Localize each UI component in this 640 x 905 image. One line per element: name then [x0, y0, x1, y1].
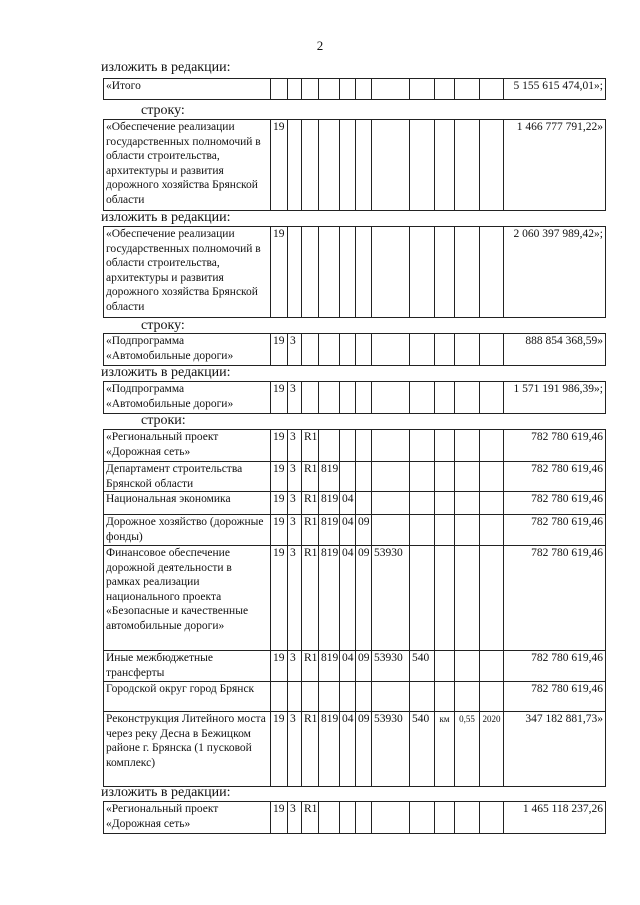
amount-cell: 782 780 619,46	[504, 492, 606, 515]
code-cell	[372, 382, 410, 414]
row-name: «Региональный проект «Дорожная сеть»	[104, 430, 271, 462]
code-cell	[302, 382, 319, 414]
section-table	[103, 333, 606, 366]
section-table	[103, 78, 606, 100]
code-cell: 2020	[480, 712, 504, 787]
amount-cell: 888 854 368,59»	[504, 334, 606, 366]
code-cell	[302, 334, 319, 366]
code-cell	[435, 120, 455, 211]
code-cell: 540	[410, 712, 435, 787]
table-row	[104, 802, 606, 834]
code-cell	[271, 79, 288, 100]
code-cell: 04	[340, 712, 356, 787]
code-cell: 19	[271, 515, 288, 546]
row-name: Национальная экономика	[104, 492, 271, 515]
code-cell: R1	[302, 802, 319, 834]
code-cell: R1	[302, 712, 319, 787]
code-cell	[356, 79, 372, 100]
code-cell: 540	[410, 651, 435, 682]
table-row	[104, 712, 606, 787]
code-cell	[480, 382, 504, 414]
section-heading: изложить в редакции:	[101, 785, 231, 800]
code-cell: R1	[302, 492, 319, 515]
code-cell	[435, 79, 455, 100]
code-cell	[319, 79, 340, 100]
code-cell	[319, 227, 340, 318]
code-cell	[455, 651, 480, 682]
code-cell: 19	[271, 802, 288, 834]
section-table	[103, 119, 606, 211]
code-cell	[410, 546, 435, 651]
code-cell: 19	[271, 546, 288, 651]
code-cell	[288, 227, 302, 318]
section-heading: изложить в редакции:	[101, 365, 231, 380]
code-cell	[435, 334, 455, 366]
code-cell: 19	[271, 462, 288, 492]
code-cell	[302, 120, 319, 211]
code-cell	[435, 515, 455, 546]
code-cell	[435, 492, 455, 515]
code-cell	[410, 682, 435, 712]
code-cell	[340, 334, 356, 366]
code-cell	[435, 462, 455, 492]
code-cell: 04	[340, 546, 356, 651]
code-cell	[435, 382, 455, 414]
code-cell: 09	[356, 515, 372, 546]
code-cell	[480, 682, 504, 712]
row-name: «Региональный проект «Дорожная сеть»	[104, 802, 271, 834]
code-cell: 3	[288, 462, 302, 492]
code-cell	[372, 430, 410, 462]
code-cell	[455, 79, 480, 100]
code-cell	[480, 334, 504, 366]
code-cell	[455, 515, 480, 546]
code-cell: 53930	[372, 651, 410, 682]
row-name: Финансовое обеспечение дорожной деятельности в рамках реализации национального проекта «Безопасные и качественные автомобильные дороги»	[104, 546, 271, 651]
code-cell: 19	[271, 712, 288, 787]
table-row	[104, 382, 606, 414]
amount-cell: 782 780 619,46	[504, 462, 606, 492]
table-row	[104, 682, 606, 712]
code-cell	[455, 382, 480, 414]
row-name: Иные межбюджетные трансферты	[104, 651, 271, 682]
code-cell	[435, 430, 455, 462]
code-cell: 53930	[372, 712, 410, 787]
section-heading: строку:	[141, 103, 185, 118]
code-cell: 3	[288, 712, 302, 787]
code-cell	[372, 492, 410, 515]
table-row	[104, 651, 606, 682]
amount-cell: 1 571 191 986,39»;	[504, 382, 606, 414]
code-cell	[340, 120, 356, 211]
code-cell: 09	[356, 546, 372, 651]
section-table	[103, 801, 606, 834]
code-cell	[372, 802, 410, 834]
code-cell	[319, 682, 340, 712]
code-cell: 04	[340, 492, 356, 515]
code-cell: 3	[288, 430, 302, 462]
amount-cell: 782 780 619,46	[504, 546, 606, 651]
code-cell	[435, 651, 455, 682]
amount-cell: 782 780 619,46	[504, 651, 606, 682]
code-cell	[480, 651, 504, 682]
code-cell: 3	[288, 515, 302, 546]
code-cell	[340, 227, 356, 318]
code-cell	[455, 430, 480, 462]
amount-cell: 1 465 118 237,26	[504, 802, 606, 834]
section-table	[103, 429, 606, 787]
code-cell	[356, 682, 372, 712]
code-cell	[372, 462, 410, 492]
code-cell: 19	[271, 492, 288, 515]
code-cell	[372, 79, 410, 100]
code-cell	[302, 682, 319, 712]
code-cell	[319, 334, 340, 366]
section-heading: строку:	[141, 318, 185, 333]
code-cell	[410, 79, 435, 100]
code-cell	[356, 120, 372, 211]
code-cell	[435, 682, 455, 712]
section-heading: изложить в редакции:	[101, 60, 231, 75]
amount-cell: 347 182 881,73»	[504, 712, 606, 787]
code-cell	[356, 492, 372, 515]
code-cell	[410, 334, 435, 366]
code-cell	[410, 382, 435, 414]
table-row	[104, 546, 606, 651]
code-cell	[455, 334, 480, 366]
row-name: Дорожное хозяйство (дорожные фонды)	[104, 515, 271, 546]
code-cell: 53930	[372, 546, 410, 651]
code-cell	[480, 79, 504, 100]
row-name: «Обеспечение реализации государственных полномочий в области строительства, архитектуры и развития дорожного хозяйства Брянской области	[104, 227, 271, 318]
code-cell	[435, 227, 455, 318]
code-cell	[356, 802, 372, 834]
code-cell	[435, 802, 455, 834]
code-cell	[340, 79, 356, 100]
code-cell	[302, 79, 319, 100]
code-cell: 19	[271, 430, 288, 462]
row-name: «Подпрограмма «Автомобильные дороги»	[104, 382, 271, 414]
code-cell	[410, 515, 435, 546]
section-heading: строки:	[141, 413, 186, 428]
code-cell	[480, 120, 504, 211]
code-cell	[480, 430, 504, 462]
code-cell: R1	[302, 515, 319, 546]
section-table	[103, 226, 606, 318]
code-cell: 09	[356, 651, 372, 682]
code-cell: 3	[288, 651, 302, 682]
page-number: 2	[316, 38, 324, 53]
code-cell: 19	[271, 334, 288, 366]
code-cell: 04	[340, 651, 356, 682]
code-cell	[410, 120, 435, 211]
code-cell: 3	[288, 802, 302, 834]
code-cell	[356, 382, 372, 414]
row-name: Департамент строительства Брянской области	[104, 462, 271, 492]
code-cell: 3	[288, 546, 302, 651]
code-cell: 04	[340, 515, 356, 546]
code-cell	[340, 682, 356, 712]
code-cell	[480, 227, 504, 318]
table-row	[104, 515, 606, 546]
table-row	[104, 227, 606, 318]
code-cell	[340, 430, 356, 462]
code-cell	[319, 382, 340, 414]
code-cell	[410, 802, 435, 834]
code-cell: 3	[288, 382, 302, 414]
code-cell	[410, 430, 435, 462]
section-table	[103, 381, 606, 414]
code-cell	[480, 462, 504, 492]
code-cell: 3	[288, 334, 302, 366]
code-cell: 19	[271, 651, 288, 682]
code-cell	[356, 462, 372, 492]
code-cell	[288, 79, 302, 100]
code-cell	[455, 492, 480, 515]
code-cell	[480, 492, 504, 515]
code-cell: R1	[302, 430, 319, 462]
code-cell	[410, 462, 435, 492]
amount-cell: 1 466 777 791,22»	[504, 120, 606, 211]
code-cell	[455, 227, 480, 318]
code-cell	[356, 430, 372, 462]
amount-cell: 782 780 619,46	[504, 682, 606, 712]
code-cell	[288, 120, 302, 211]
code-cell	[340, 462, 356, 492]
code-cell: 819	[319, 515, 340, 546]
row-name: Городской округ город Брянск	[104, 682, 271, 712]
code-cell: 09	[356, 712, 372, 787]
code-cell	[372, 682, 410, 712]
code-cell: 3	[288, 492, 302, 515]
code-cell	[435, 546, 455, 651]
code-cell	[302, 227, 319, 318]
row-name: «Обеспечение реализации государственных полномочий в области строительства, архитектуры и развития дорожного хозяйства Брянской области	[104, 120, 271, 211]
table-row	[104, 462, 606, 492]
code-cell	[455, 802, 480, 834]
code-cell	[372, 515, 410, 546]
code-cell: 819	[319, 712, 340, 787]
code-cell: км	[435, 712, 455, 787]
code-cell	[372, 227, 410, 318]
table-row	[104, 79, 606, 100]
code-cell	[356, 334, 372, 366]
code-cell	[410, 492, 435, 515]
section-heading: изложить в редакции:	[101, 210, 231, 225]
code-cell	[410, 227, 435, 318]
code-cell: R1	[302, 462, 319, 492]
code-cell	[455, 682, 480, 712]
code-cell	[480, 802, 504, 834]
amount-cell: 782 780 619,46	[504, 430, 606, 462]
code-cell	[455, 120, 480, 211]
code-cell: R1	[302, 651, 319, 682]
code-cell	[319, 120, 340, 211]
code-cell	[288, 682, 302, 712]
code-cell: 0,55	[455, 712, 480, 787]
row-name: Реконструкция Литейного моста через реку Десна в Бежицком районе г. Брянска (1 пусковой комплекс)	[104, 712, 271, 787]
code-cell: R1	[302, 546, 319, 651]
table-row	[104, 430, 606, 462]
table-row	[104, 492, 606, 515]
code-cell	[455, 462, 480, 492]
code-cell	[372, 334, 410, 366]
row-name: «Итого	[104, 79, 271, 100]
code-cell	[319, 802, 340, 834]
code-cell: 19	[271, 120, 288, 211]
code-cell	[356, 227, 372, 318]
code-cell: 819	[319, 651, 340, 682]
row-name: «Подпрограмма «Автомобильные дороги»	[104, 334, 271, 366]
code-cell: 819	[319, 462, 340, 492]
code-cell: 19	[271, 382, 288, 414]
table-row	[104, 334, 606, 366]
amount-cell: 5 155 615 474,01»;	[504, 79, 606, 100]
code-cell	[455, 546, 480, 651]
amount-cell: 2 060 397 989,42»;	[504, 227, 606, 318]
code-cell	[480, 515, 504, 546]
code-cell	[372, 120, 410, 211]
table-row	[104, 120, 606, 211]
code-cell: 19	[271, 227, 288, 318]
code-cell: 819	[319, 546, 340, 651]
code-cell	[340, 382, 356, 414]
amount-cell: 782 780 619,46	[504, 515, 606, 546]
code-cell	[271, 682, 288, 712]
code-cell	[480, 546, 504, 651]
code-cell	[340, 802, 356, 834]
code-cell	[319, 430, 340, 462]
code-cell: 819	[319, 492, 340, 515]
